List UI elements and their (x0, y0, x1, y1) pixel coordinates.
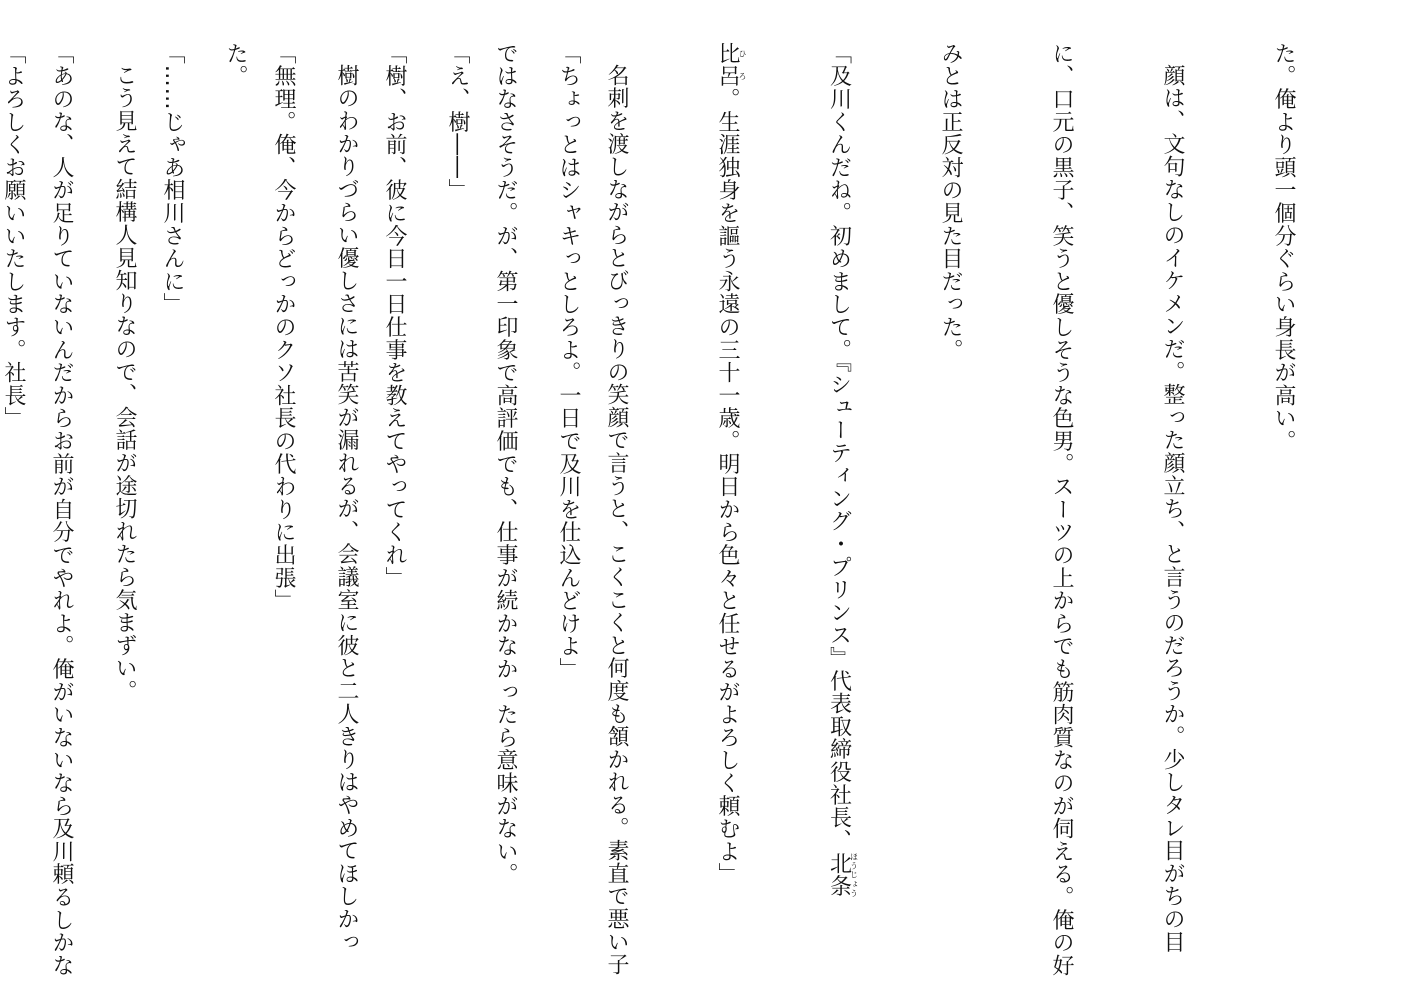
ruby-reading: ほうじょう (849, 851, 859, 898)
left-page-text (0, 42, 661, 977)
text-line-with-ruby (821, 42, 859, 972)
text-line: 顔は、文句なしのイケメンだ。整った顔立ち、と言うのだろうか。少しタレ目がちの目 (1160, 64, 1185, 954)
text-line-with-ruby (709, 42, 747, 972)
text-line: た。俺より頭一個分ぐらい身長が高い。 (1271, 42, 1296, 453)
text-line: 「……じゃあ相川さんに」 (160, 42, 185, 316)
text-line: 樹のわかりづらい優しさには苦笑が漏れるが、会議室に彼と二人きりはやめてほしかっ (334, 64, 359, 954)
ruby-annotation: 北条ほうじょう (826, 851, 859, 898)
text-line: 「ちょっとはシャキっとしろよ。一日で及川を仕込んどけよ」 (556, 42, 581, 681)
text-line: に、口元の黒子、笑うと優しそうな色男。スーツの上からでも筋肉質なのが伺える。俺の好 (1049, 42, 1074, 977)
text-line: みとは正反対の見た目だった。 (938, 42, 963, 362)
text-line: 「樹、お前、彼に今日一日仕事を教えてやってくれ」 (382, 42, 407, 590)
text-line: 「無理。俺、今からどっかのクソ社長の代わりに出張」 (271, 42, 296, 612)
ruby-base: 比呂 (715, 42, 740, 88)
ruby-reading: ひろ (738, 42, 747, 88)
text-line: 名刺を渡しながらとびっきりの笑顔で言うと、こくこくと何度も頷かれる。素直で悪い子 (604, 64, 629, 976)
text-segment: 「及川くんだね。初めまして。『シューティング・プリンス』代表取締役社長、 (826, 42, 852, 852)
text-line: た。 (223, 42, 248, 88)
text-line: 「あのな、人が足りていないんだからお前が自分でやれよ。俺がいないなら及川頼るしかな (49, 42, 74, 977)
text-segment: 。生涯独身を謳う永遠の三十一歳。明日から色々と任せるがよろしく頼むよ」 (715, 87, 740, 886)
text-line: 「え、樹――」 (445, 42, 470, 202)
text-line: 「よろしくお願いいたします。社長」 (1, 42, 26, 430)
ruby-annotation (715, 42, 747, 88)
text-line: こう見えて結構人見知りなので、会話が途切れたら気まずい。 (112, 64, 137, 703)
text-line: ではなさそうだ。が、第一印象で高評価でも、仕事が続かなかったら意味がない。 (493, 42, 518, 886)
